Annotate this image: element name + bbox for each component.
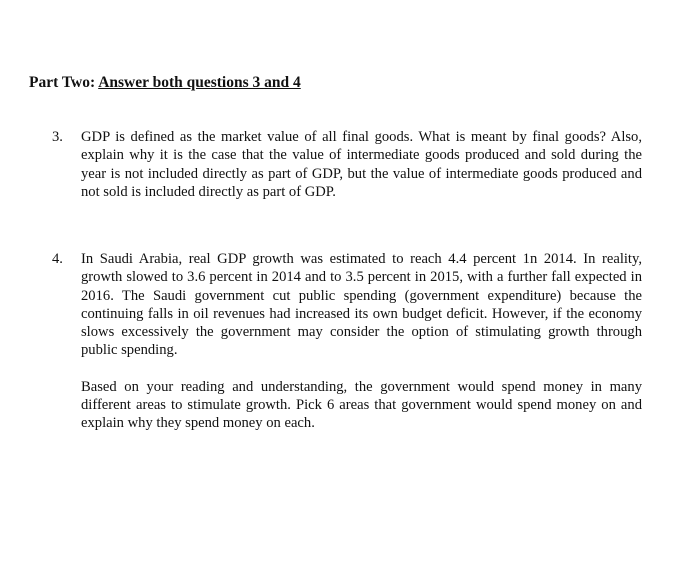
question-body [81, 128, 642, 201]
section-heading-instruction: Answer both questions 3 and 4 [98, 74, 301, 91]
question-number: 4. [52, 251, 63, 267]
question-4 [52, 250, 642, 433]
section-heading-prefix: Part Two: [29, 74, 96, 91]
question-paragraph: In Saudi Arabia, real GDP growth was estimated to reach 4.4 percent 1n 2014. In reality, growth slowed to 3.6 percent in 2014 and to 3.5 percent in 2015, with a further fall expected in 2016. The Saudi government cut public spending (government expenditure) because the continuing falls in oil revenues had increased its own budget deficit. However, if the economy slows excessively the government may consider the option of stimulating growth through public spending. [81, 251, 642, 359]
question-paragraph: Based on your reading and understanding, the government would spend money in many different areas to stimulate growth. Pick 6 areas that government would spend money on and explain why they spend money on each. [81, 378, 642, 432]
question-3 [52, 128, 642, 201]
section-heading [29, 74, 301, 92]
question-number: 3. [52, 129, 63, 145]
question-paragraph: GDP is defined as the market value of all final goods. What is meant by final goods? Also, explain why it is the case that the value of intermediate goods produced and sold during the year is not included directly as part of GDP, but the value of intermediate goods produced and not sold is included directly as part of GDP. [81, 129, 642, 200]
question-body [81, 250, 642, 433]
